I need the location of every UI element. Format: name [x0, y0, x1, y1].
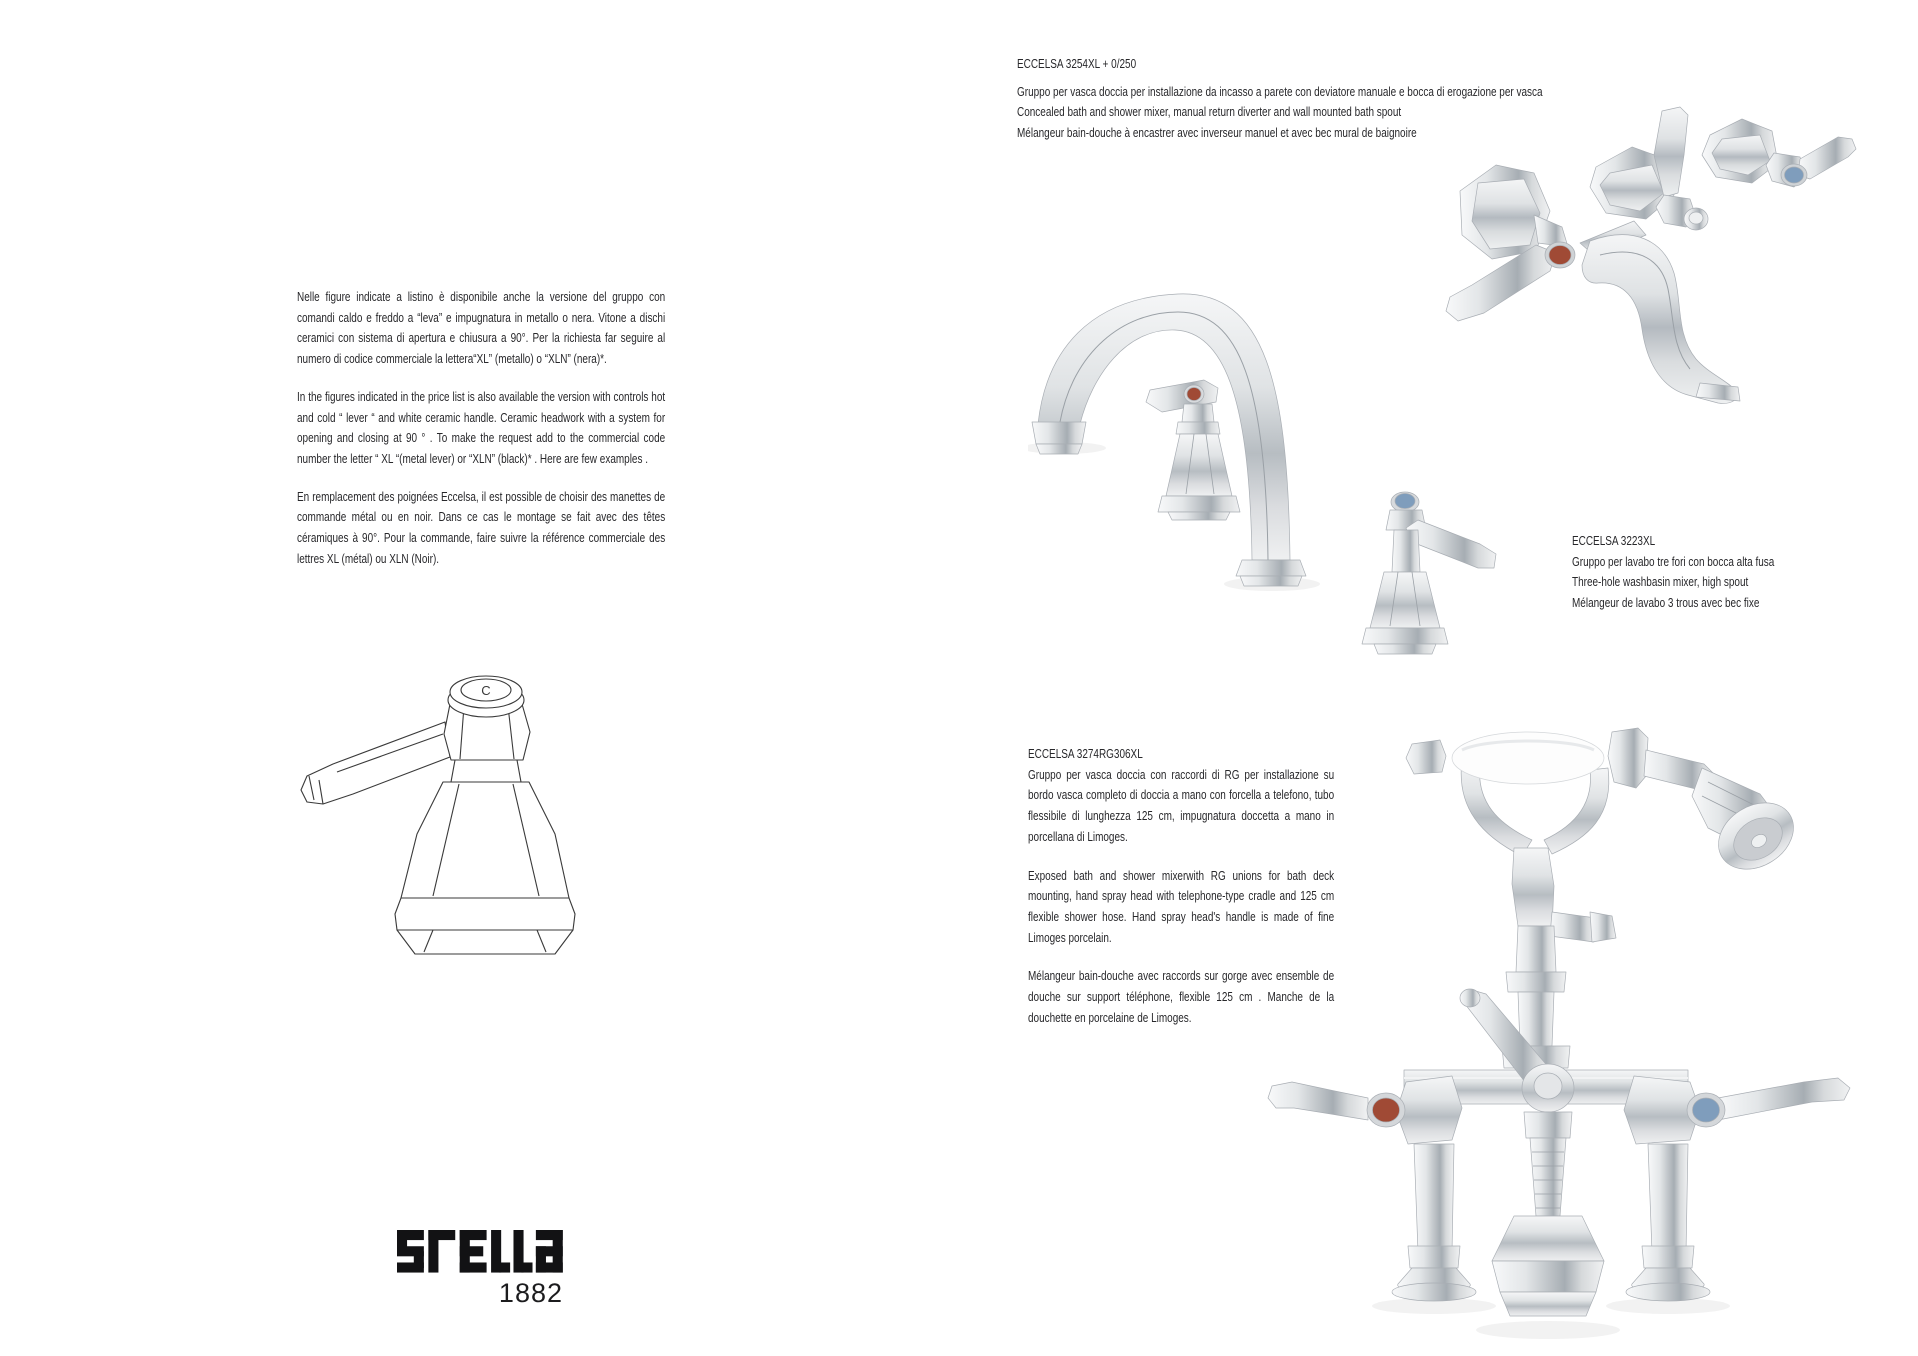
hand-spray [1452, 732, 1718, 792]
product-3223-block [1572, 531, 1872, 614]
handle-lever [301, 722, 450, 804]
hot-medallion [1373, 1098, 1400, 1122]
intro-paragraph-en: In the figures indicated in the price list is also available the version with controls hot and cold “ lever “ and white ceramic handle. Ceramic headwork with a system for opening and closing at 90 ° . To make the request add to the commercial code number the letter “ XL “(metal lever) or “XLN” (black)* . Here are few examples . [297, 388, 666, 466]
intro-paragraph-it: Nelle figure indicate a listino è disponibile anche la versione del gruppo con comandi caldo e freddo a “leva” e impugnatura in metallo o nera. Vitone a dischi ceramici con sistema di apertura e chiusura a 90°. Per la richiesta far seguire al numero di codice commerciale la lettera“XL” (metallo) o “XLN” (nera)*. [297, 289, 666, 367]
tub-spout [1492, 1112, 1604, 1316]
product-3274-desc-it: Gruppo per vasca doccia con raccordi di RG per installazione su bordo vasca completo di doccia a mano con forcella a telefono, tubo flessibile di lunghezza 125 cm, impugnatura doccetta a mano in porcellana di Limoges. [1028, 766, 1335, 844]
cold-handle [1702, 119, 1856, 187]
cold-handle [1362, 492, 1496, 654]
hot-valve [1268, 1076, 1476, 1301]
product-3223-desc-it: Gruppo per lavabo tre fori con bocca alta fusa [1572, 553, 1775, 569]
product-3223-desc-fr: Mélangeur de lavabo 3 trous avec bec fixe [1572, 595, 1760, 611]
hot-medallion [1549, 246, 1571, 265]
cold-medallion [1395, 494, 1415, 509]
product-3274-desc-fr: Mélangeur bain-douche avec raccords sur gorge avec ensemble de douche sur support téléphone, flexible 125 cm . Manche de la douchette en porcelaine de Limoges. [1028, 968, 1335, 1025]
intro-paragraph-fr: En remplacement des poignées Eccelsa, il est possible de choisir des manettes de commande métal ou en noir. Dans ce cas le montage se fait avec des têtes céramiques à 90°. Pour la commande, faire suivre la référence commerciale des lettres XL (métal) ou XLN (Noir). [297, 488, 666, 566]
handle-cap-mark: C [481, 683, 491, 698]
product-3254-code: ECCELSA 3254XL + 0/250 [1017, 56, 1137, 71]
cold-valve [1624, 1076, 1850, 1301]
product-3223-desc-en: Three-hole washbasin mixer, high spout [1572, 574, 1749, 590]
stella-wordmark [397, 1230, 569, 1306]
diverter-handle [1590, 107, 1708, 230]
hot-medallion [1187, 388, 1201, 401]
basin-mixer-render [1028, 272, 1533, 667]
deck-mixer-render [1256, 716, 1901, 1354]
hot-handle [1146, 380, 1240, 520]
cold-medallion [1785, 167, 1804, 183]
cold-medallion [1693, 1098, 1720, 1122]
logo-year: 1882 [498, 1278, 563, 1306]
stella-logo [397, 1230, 569, 1306]
left-intro-block [297, 287, 665, 586]
bath-spout [1580, 221, 1740, 403]
product-3254-desc-it: Gruppo per vasca doccia per installazione da incasso a parete con deviatore manuale e bocca di erogazione per vasca [1017, 83, 1543, 99]
product-3254-desc-fr: Mélangeur bain-douche à encastrer avec inverseur manuel et avec bec mural de baignoire [1017, 125, 1417, 141]
arc-spout [1028, 294, 1320, 591]
product-3274-code: ECCELSA 3274RG306XL [1028, 746, 1143, 761]
product-3274-desc-en: Exposed bath and shower mixerwith RG unions for bath deck mounting, hand spray head with telephone-type cradle and 125 cm flexible shower hose. Hand spray head's handle is made of fine Limoges porcelain. [1028, 867, 1335, 945]
product-3223-code: ECCELSA 3223XL [1572, 533, 1656, 548]
product-3254-desc-en: Concealed bath and shower mixer, manual return diverter and wall mounted bath spout [1017, 104, 1402, 120]
handle-line-drawing [293, 662, 598, 987]
shower-head [1692, 768, 1806, 883]
